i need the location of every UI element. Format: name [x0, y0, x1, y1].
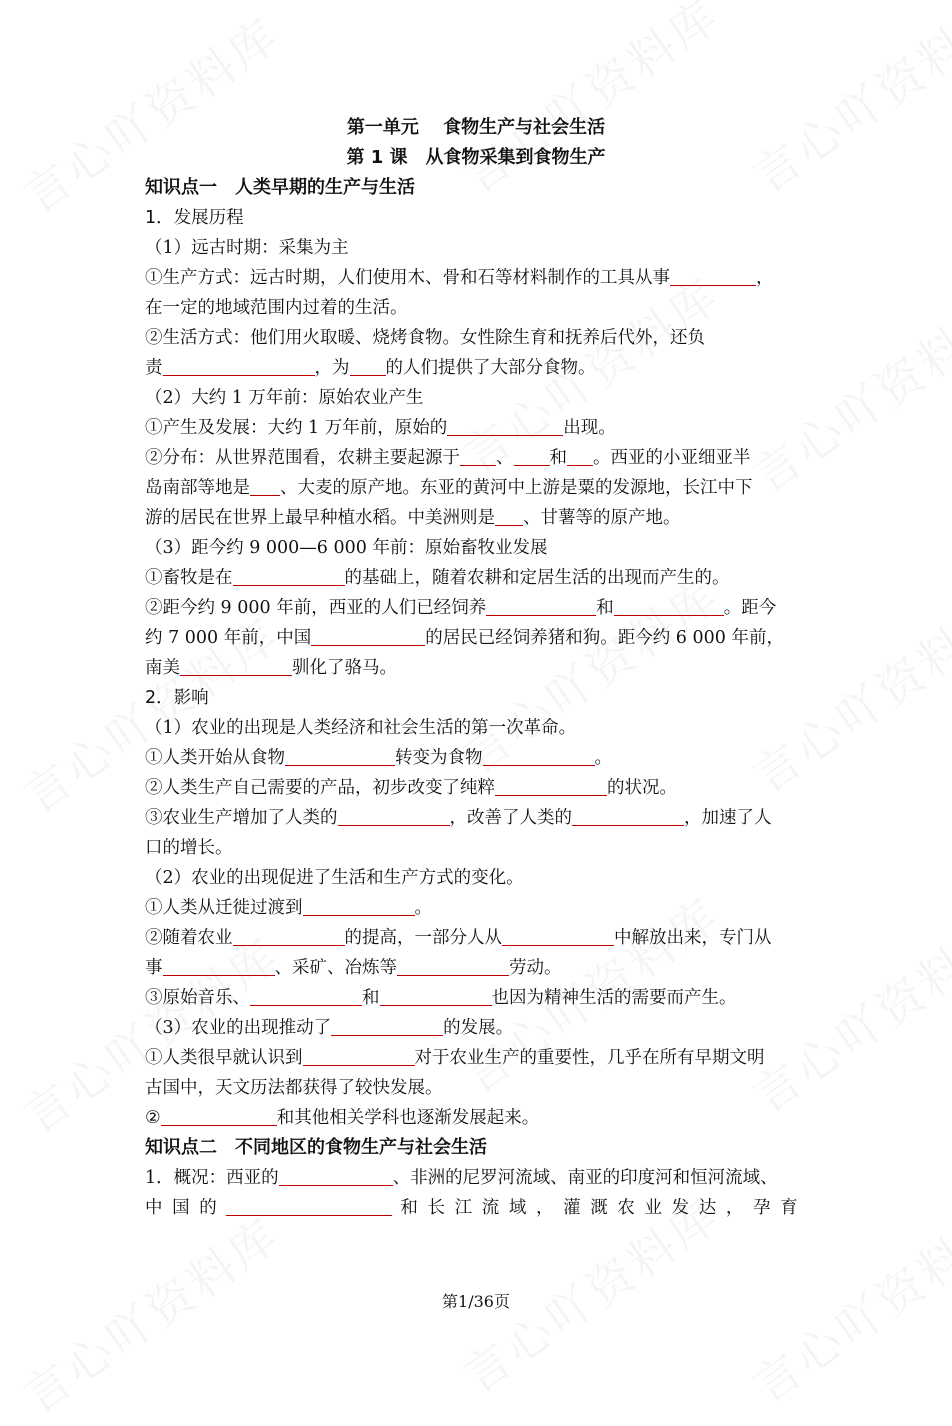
answer-blank[interactable] — [303, 898, 415, 917]
text-line — [145, 893, 813, 923]
answer-blank[interactable] — [495, 778, 607, 797]
answer-blank[interactable] — [483, 748, 595, 767]
answer-blank[interactable] — [380, 988, 492, 1007]
text: 岛南部等地是 — [145, 478, 250, 498]
section-heading: 1．发展历程 — [145, 208, 244, 228]
page-number: 第1/36页 — [442, 1292, 510, 1311]
text-line — [145, 623, 813, 653]
text: 和其他相关学科也逐渐发展起来。 — [276, 1108, 540, 1128]
answer-blank[interactable] — [161, 1108, 277, 1127]
text: 。 — [594, 748, 612, 768]
text: 约 7 000 年前，中国 — [145, 628, 312, 648]
text: ，为 — [314, 358, 350, 378]
text: 、大麦的原产地。东亚的黄河中上游是粟的发源地，长江中下 — [280, 478, 753, 498]
text: 和 — [362, 988, 380, 1008]
sub-heading: （1）农业的出现是人类经济和社会生活的第一次革命。 — [145, 718, 577, 738]
text: ②分布：从世界范围看，农耕主要起源于 — [145, 448, 460, 468]
text: 和 — [549, 448, 567, 468]
answer-blank[interactable] — [163, 358, 315, 377]
sub-heading — [145, 1013, 813, 1043]
text: 、非洲的尼罗河流域、南亚的印度河和恒河流域、 — [392, 1168, 778, 1188]
text-line — [145, 953, 813, 983]
text: 游的居民在世界上最早种植水稻。中美洲则是 — [145, 508, 495, 528]
answer-blank[interactable] — [331, 1018, 443, 1037]
text: ③农业生产增加了人类的 — [145, 808, 338, 828]
answer-blank[interactable] — [250, 478, 280, 497]
text-line — [145, 743, 813, 773]
text: 和长江流域，灌溉农业发达，孕育 — [400, 1198, 808, 1218]
knowledge-point-2-title: 知识点二 不同地区的食物生产与社会生活 — [145, 1137, 487, 1158]
section-heading: 2．影响 — [145, 688, 209, 708]
text: ①人类开始从食物 — [145, 748, 285, 768]
text: ①生产方式：远古时期，人们使用木、骨和石等材料制作的工具从事 — [145, 268, 670, 288]
text-line — [145, 653, 813, 683]
sub-heading: （2）农业的出现促进了生活和生产方式的变化。 — [145, 868, 524, 888]
answer-blank[interactable] — [250, 988, 362, 1007]
text: ② — [145, 1108, 161, 1128]
sub-heading: （3）距今约 9 000—6 000 年前：原始畜牧业发展 — [145, 538, 548, 558]
text: 对于农业生产的重要性，几乎在所有早期文明 — [414, 1048, 765, 1068]
answer-blank[interactable] — [303, 1048, 415, 1067]
text: 的提高，一部分人从 — [344, 928, 502, 948]
text: （3）农业的出现推动了 — [145, 1018, 332, 1038]
text-line: 古国中，天文历法都获得了较快发展。 — [145, 1078, 443, 1098]
answer-blank[interactable] — [311, 628, 425, 647]
text: ②距今约 9 000 年前，西亚的人们已经饲养 — [145, 598, 487, 618]
text: 的基础上，随着农耕和定居生活的出现而产生的。 — [344, 568, 730, 588]
text: 和 — [596, 598, 614, 618]
text-line: 在一定的地域范围内过着的生活。 — [145, 298, 408, 318]
text-line — [145, 983, 813, 1013]
answer-blank[interactable] — [397, 958, 509, 977]
text-line — [145, 1193, 813, 1223]
text-line: ②生活方式：他们用火取暖、烧烤食物。女性除生育和抚养后代外，还负 — [145, 328, 705, 348]
text: 转变为食物 — [395, 748, 483, 768]
text-line — [145, 263, 813, 293]
answer-blank[interactable] — [486, 598, 596, 617]
knowledge-point-1-title: 知识点一 人类早期的生产与生活 — [145, 177, 415, 198]
answer-blank[interactable] — [163, 958, 275, 977]
text: ，加速了人 — [684, 808, 772, 828]
lesson-title: 第 1 课 从食物采集到食物生产 — [346, 147, 606, 168]
text: 的发展。 — [443, 1018, 514, 1038]
text: ②随着农业 — [145, 928, 233, 948]
text: 也因为精神生活的需要而产生。 — [491, 988, 737, 1008]
answer-blank[interactable] — [514, 448, 550, 467]
text-line — [145, 443, 813, 473]
text: 。距今 — [723, 598, 777, 618]
text: ①人类从迁徙过渡到 — [145, 898, 303, 918]
text: 出现。 — [563, 418, 616, 438]
text-line — [145, 1043, 813, 1073]
text: 中国的 — [145, 1198, 227, 1218]
unit-title: 第一单元 食物生产与社会生活 — [346, 117, 606, 138]
text-line — [145, 413, 813, 443]
text-line — [145, 923, 813, 953]
text: 。 — [414, 898, 432, 918]
answer-blank[interactable] — [567, 448, 593, 467]
answer-blank[interactable] — [279, 1168, 393, 1187]
text: 的人们提供了大部分食物。 — [385, 358, 596, 378]
text: 南美 — [145, 658, 180, 678]
text: ③原始音乐、 — [145, 988, 250, 1008]
text: 1．概况：西亚的 — [145, 1168, 279, 1188]
text: ①产生及发展：大约 1 万年前，原始的 — [145, 418, 448, 438]
sub-heading: （2）大约 1 万年前：原始农业产生 — [145, 388, 424, 408]
text: 。西亚的小亚细亚半 — [593, 448, 751, 468]
text-line — [145, 1103, 813, 1133]
answer-blank[interactable] — [670, 268, 756, 287]
answer-blank[interactable] — [495, 508, 523, 527]
text-line — [145, 1163, 813, 1193]
text: ①人类很早就认识到 — [145, 1048, 303, 1068]
text-line — [145, 503, 813, 533]
answer-blank[interactable] — [180, 658, 292, 677]
text: 、 — [496, 448, 514, 468]
answer-blank[interactable] — [572, 808, 684, 827]
text: 的状况。 — [607, 778, 677, 798]
text: 驯化了骆马。 — [292, 658, 397, 678]
text-line — [145, 563, 813, 593]
text-line — [145, 473, 813, 503]
text: ，改善了人类的 — [449, 808, 572, 828]
answer-blank[interactable] — [502, 928, 614, 947]
text: ， — [756, 268, 774, 288]
answer-blank[interactable] — [338, 808, 450, 827]
text: ①畜牧是在 — [145, 568, 233, 588]
sub-heading: （1）远古时期：采集为主 — [145, 238, 349, 258]
text-line — [145, 803, 813, 833]
text: 、采矿、冶炼等 — [274, 958, 397, 978]
answer-blank[interactable] — [233, 928, 345, 947]
answer-blank[interactable] — [285, 748, 395, 767]
answer-blank[interactable] — [350, 358, 386, 377]
answer-blank[interactable] — [447, 418, 563, 437]
text-line — [145, 353, 813, 383]
answer-blank[interactable] — [233, 568, 345, 587]
text: 事 — [145, 958, 163, 978]
text-line: 口的增长。 — [145, 838, 233, 858]
answer-blank[interactable] — [226, 1198, 392, 1217]
text-line — [145, 773, 813, 803]
text: 劳动。 — [509, 958, 562, 978]
text: 的居民已经饲养猪和狗。距今约 6 000 年前， — [425, 628, 784, 648]
text: ②人类生产自己需要的产品，初步改变了纯粹 — [145, 778, 495, 798]
text: 中解放出来，专门从 — [614, 928, 772, 948]
answer-blank[interactable] — [460, 448, 496, 467]
text: 责 — [145, 358, 163, 378]
answer-blank[interactable] — [614, 598, 724, 617]
text: 、甘薯等的原产地。 — [523, 508, 681, 528]
text-line — [145, 593, 813, 623]
